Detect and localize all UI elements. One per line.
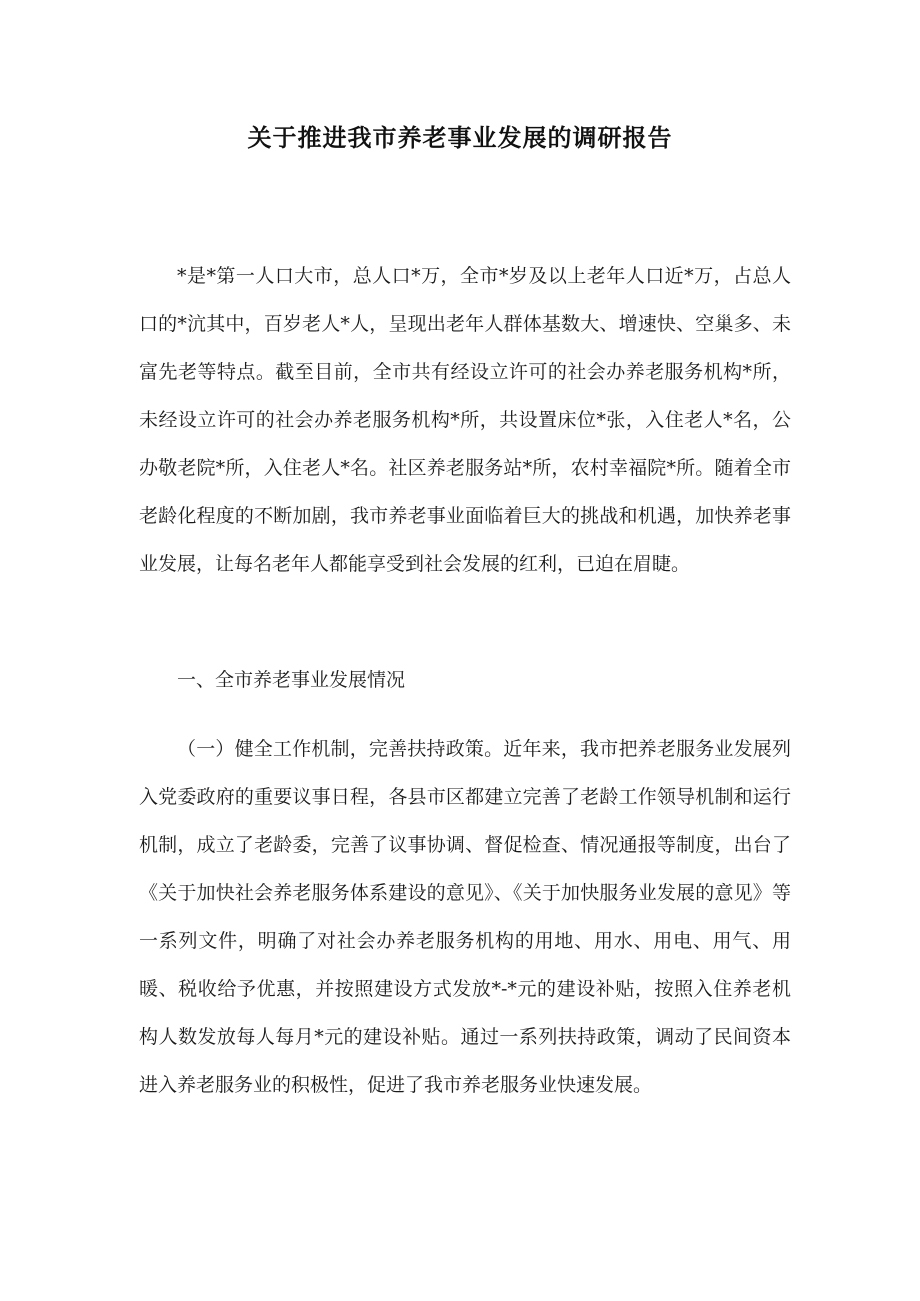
section-paragraph: （一）健全工作机制，完善扶持政策。近年来，我市把养老服务业发展列入党委政府的重要议事日程，各县市区都建立完善了老龄工作领导机制和运行机制，成立了老龄委，完善了议事协调、督促检查、情况通报等制度，出台了《关于加快社会养老服务体系建设的意见》、《关于加快服务业发展的意见》等一系列文件，明确了对社会办养老服务机构的用地、用水、用电、用气、用暖、税收给予优惠，并按照建设方式发放*-*元的建设补贴，按照入住养老机构人数发放每人每月*元的建设补贴。通过一系列扶持政策，调动了民间资本进入养老服务业的积极性，促进了我市养老服务业快速发展。 [139,738,791,1096]
section-body [139,725,791,1109]
section-heading: 一、全市养老事业发展情况 [177,669,406,691]
document-title: 关于推进我市养老事业发展的调研报告 [247,124,673,152]
intro-paragraph: *是*第一人口大市，总人口*万，全市*岁及以上老年人口近*万，占总人口的*沆其中，百岁老人*人，呈现出老年人群体基数大、增速快、空巢多、未富先老等特点。截至目前，全市共有经设立许可的社会办养老服务机构*所，未经设立许可的社会办养老服务机构*所，共设置床位*张，入住老人*名，公办敬老院*所，入住老人*名。社区养老服务站*所，农村幸福院*所。随着全市老龄化程度的不断加剧，我市养老事业面临着巨大的挑战和机遇，加快养老事业发展，让每名老年人都能享受到社会发展的红利，已迫在眉睫。 [139,265,791,575]
intro-section [139,252,791,588]
section-heading-block [139,656,791,704]
